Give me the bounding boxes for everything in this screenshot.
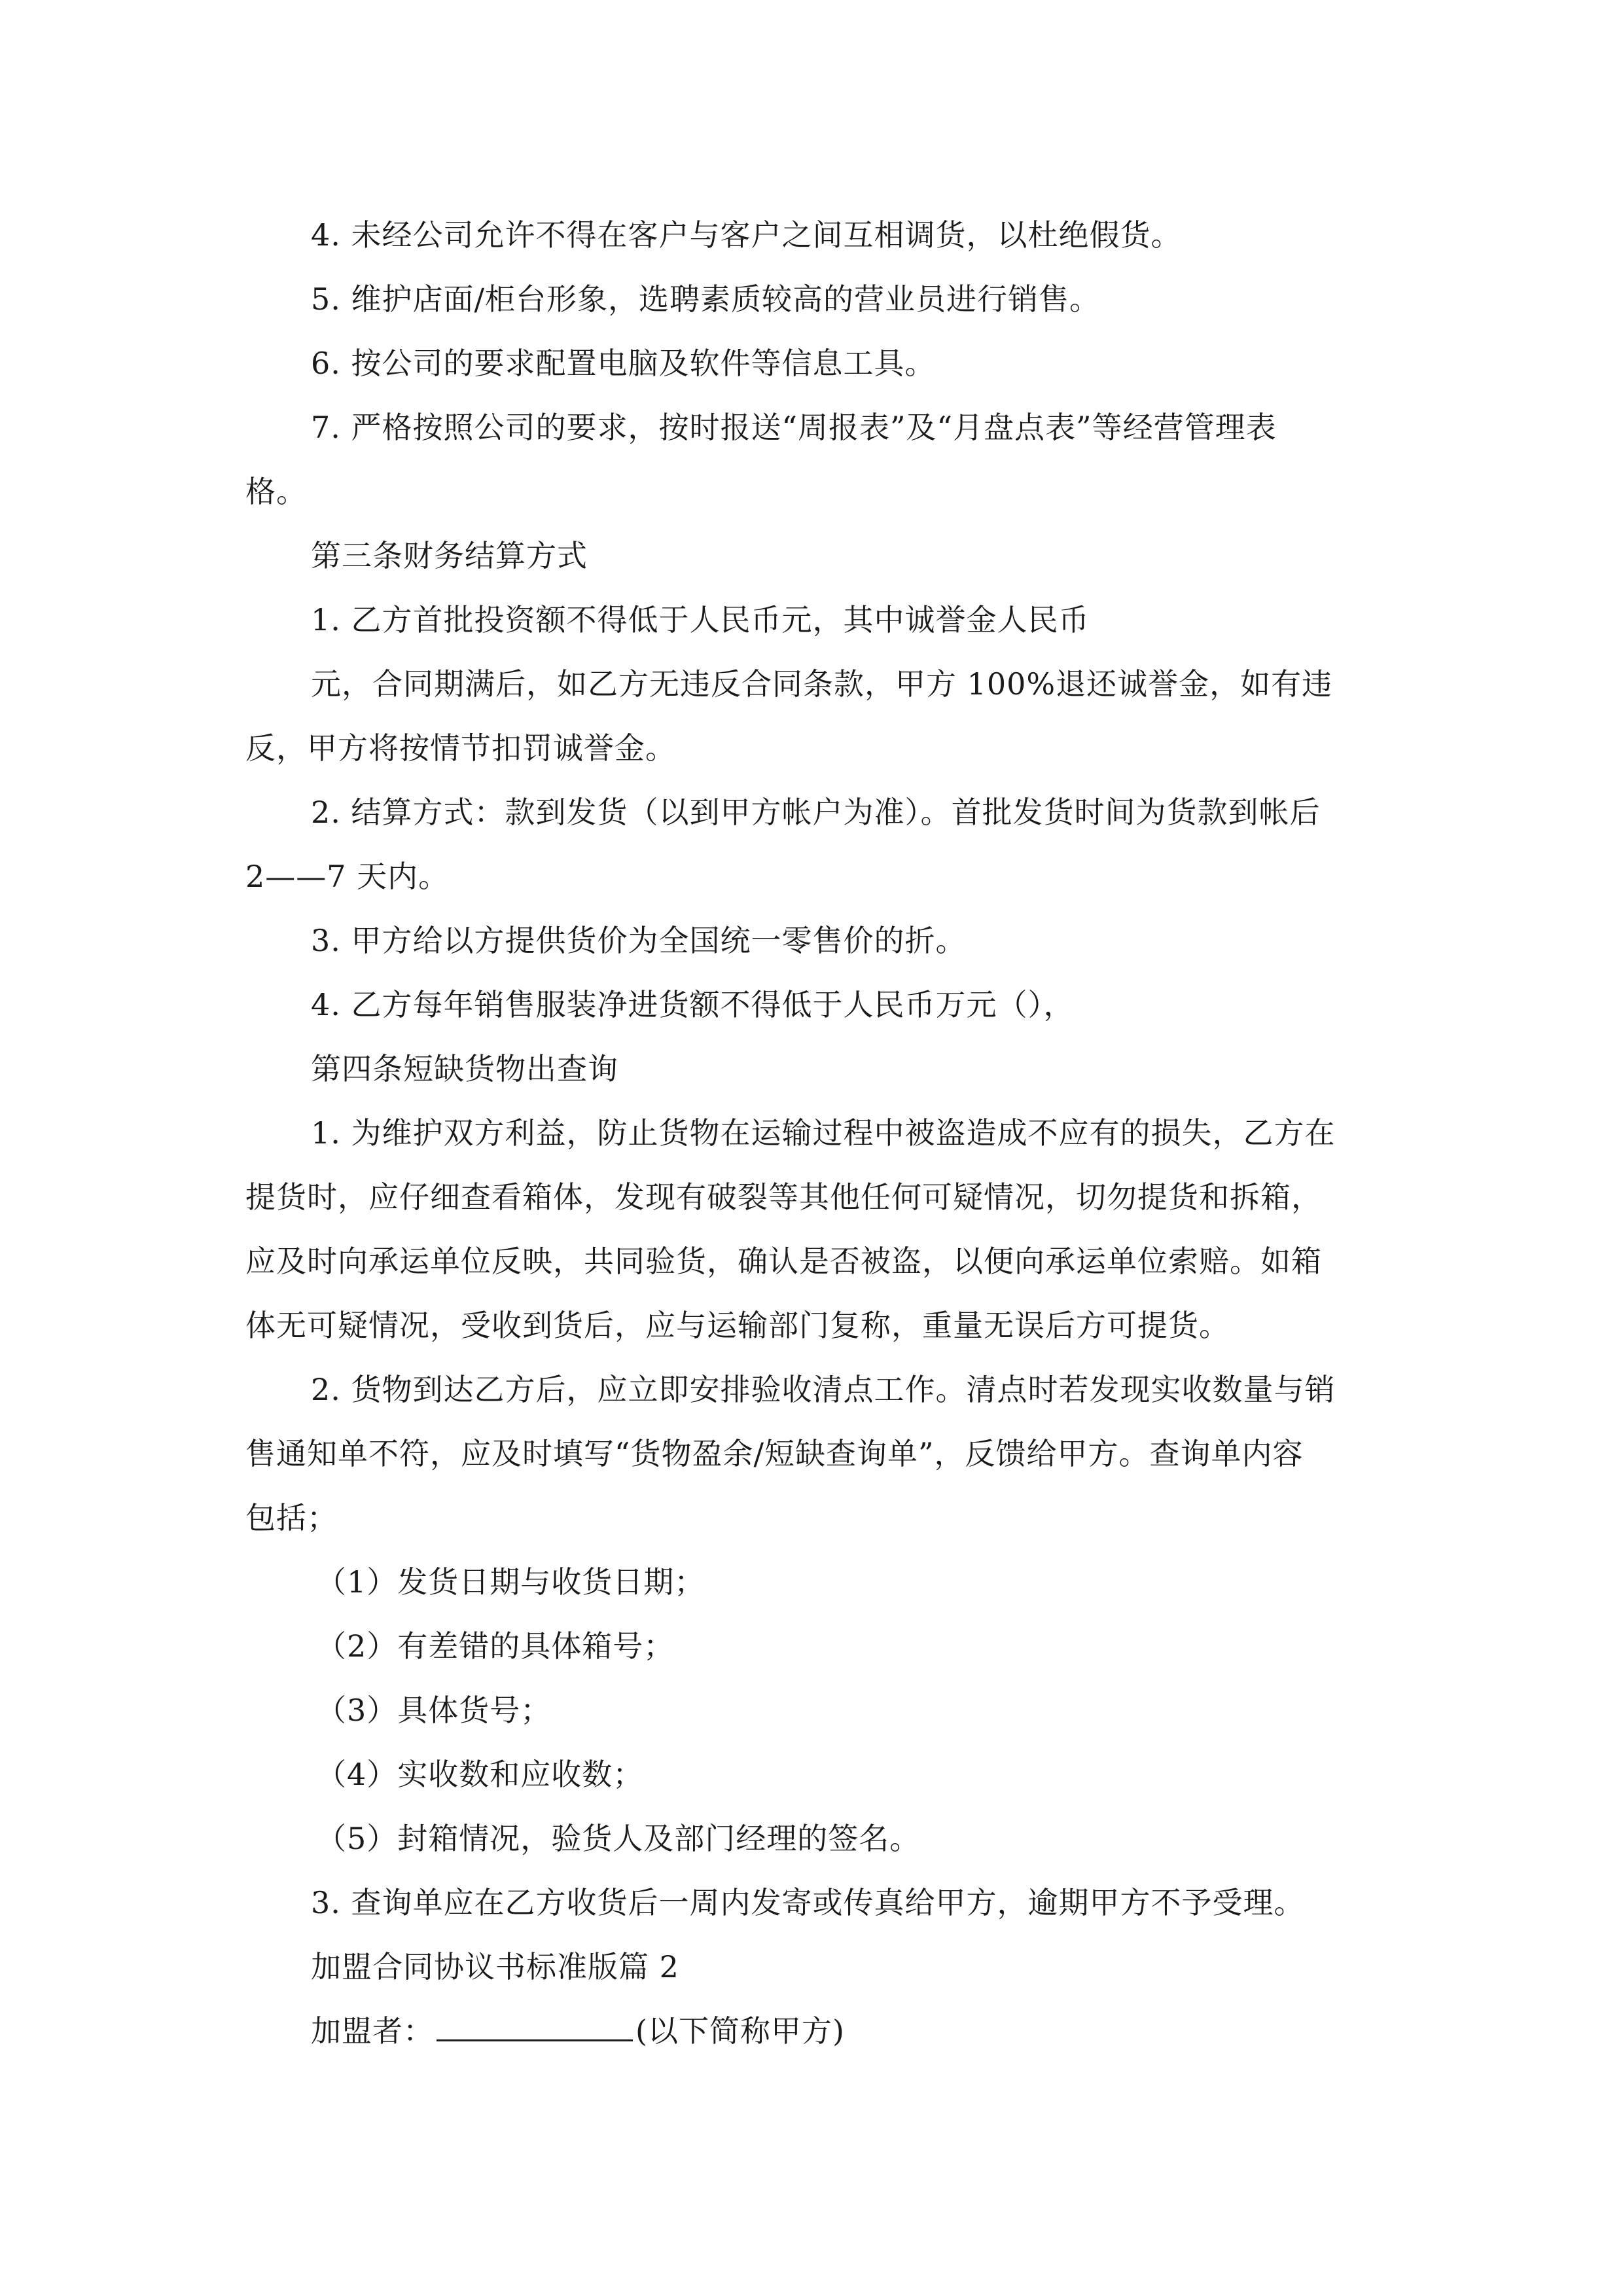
- section-heading: 第四条短缺货物出查询: [311, 1051, 618, 1086]
- text-line: 4. 未经公司允许不得在客户与客户之间互相调货，以杜绝假货。: [311, 217, 1182, 253]
- list-item: （5）封箱情况，验货人及部门经理的签名。: [316, 1821, 921, 1856]
- text-line: 包括；: [245, 1500, 338, 1535]
- text-line: 3. 甲方给以方提供货价为全国统一零售价的折。: [311, 923, 967, 958]
- text-line: 4. 乙方每年销售服装净进货额不得低于人民币万元（），: [311, 987, 1075, 1022]
- text-line: 7. 严格按照公司的要求，按时报送“周报表”及“月盘点表”等经营管理表: [311, 410, 1277, 445]
- text-line: 格。: [245, 474, 307, 509]
- text-line: 5. 维护店面/柜台形象，选聘素质较高的营业员进行销售。: [311, 281, 1101, 317]
- franchisee-line: [245, 1999, 1397, 2063]
- text-line: 6. 按公司的要求配置电脑及软件等信息工具。: [311, 346, 936, 381]
- text-line: 1. 乙方首批投资额不得低于人民币元，其中诚誉金人民币: [311, 602, 1090, 637]
- text-line: 1. 为维护双方利益，防止货物在运输过程中被盗造成不应有的损失，乙方在: [311, 1115, 1336, 1151]
- text-line: 2. 结算方式：款到发货（以到甲方帐户为准）。首批发货时间为货款到帐后: [311, 795, 1321, 830]
- text-line: 3. 查询单应在乙方收货后一周内发寄或传真给甲方，逾期甲方不予受理。: [311, 1885, 1305, 1920]
- list-item: （2）有差错的具体箱号；: [316, 1628, 675, 1664]
- list-item: （1）发货日期与收货日期；: [316, 1564, 705, 1600]
- document-body: [245, 203, 1397, 2063]
- franchisee-blank-field[interactable]: [437, 2013, 633, 2041]
- text-line: 元，合同期满后，如乙方无违反合同条款，甲方 100%退还诚誉金，如有违: [311, 666, 1333, 702]
- franchisee-suffix: (以下简称甲方): [635, 2013, 845, 2049]
- section-title: 加盟合同协议书标准版篇 2: [311, 1949, 679, 1984]
- text-line: 售通知单不符，应及时填写“货物盈余/短缺查询单”，反馈给甲方。查询单内容: [245, 1436, 1304, 1471]
- text-line: 提货时，应仔细查看箱体，发现有破裂等其他任何可疑情况，切勿提货和拆箱，: [245, 1179, 1322, 1215]
- section-heading: 第三条财务结算方式: [311, 538, 588, 573]
- text-line: 反，甲方将按情节扣罚诚誉金。: [245, 730, 676, 766]
- text-line: 2——7 天内。: [245, 859, 450, 894]
- text-line: 2. 货物到达乙方后，应立即安排验收清点工作。清点时若发现实收数量与销: [311, 1372, 1336, 1407]
- text-line: 应及时向承运单位反映，共同验货，确认是否被盗，以便向承运单位索赔。如箱: [245, 1244, 1322, 1279]
- text-line: 体无可疑情况，受收到货后，应与运输部门复称，重量无误后方可提货。: [245, 1308, 1230, 1343]
- franchisee-label: 加盟者：: [311, 2013, 434, 2049]
- list-item: （3）具体货号；: [316, 1693, 552, 1728]
- list-item: （4）实收数和应收数；: [316, 1757, 644, 1792]
